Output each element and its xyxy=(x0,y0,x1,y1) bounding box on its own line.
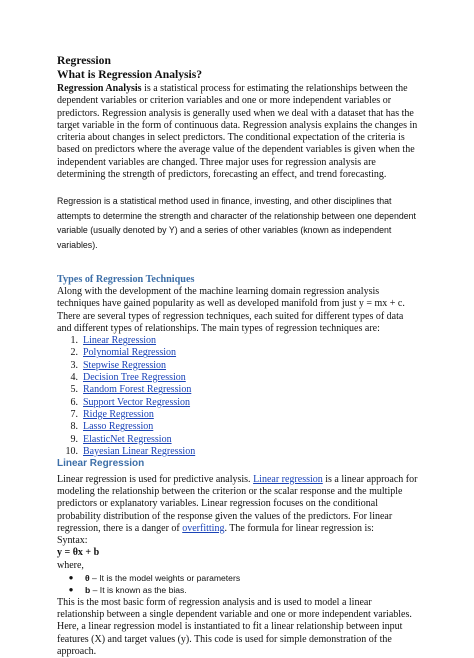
bullet-icon: ● xyxy=(68,585,74,595)
list-item: 6. Support Vector Regression xyxy=(70,396,191,408)
where-label: where, xyxy=(57,559,84,571)
types-heading: Types of Regression Techniques xyxy=(57,274,195,285)
types-intro-paragraph: Along with the development of the machine learning domain regression analysis techniques have gained popularity as well as developed manifold from just y = mx + c. There are several types of regression techniques, each suited for different types of data and different types of relationships. The main types of regression techniques are: xyxy=(57,286,405,334)
list-item: 2. Polynomial Regression xyxy=(70,347,177,359)
bullet-icon: ● xyxy=(68,573,74,583)
link-decision-tree-regression[interactable]: Decision Tree Regression xyxy=(83,372,186,384)
intro-text: is a statistical process for estimating the relationships between the dependent variables or criterion variables and one or more independent variables or predictors. Regression analysis is generally used when we deal with a dataset that has the target variable in the form of continuous data. Regression analysis explains the changes in criteria about changes in select predictors. The conditional expectation of the criteria is based on predictors where the average value of the dependent variables is given when the independent variables are changed. Three major uses for regression analysis are determining the strength of predictors, forecasting an effect, and trend forecasting. xyxy=(57,83,418,181)
page-title: Regression xyxy=(57,54,111,67)
list-item: 3. Stepwise Regression xyxy=(70,359,167,371)
list-item: ● b – It is known as the bias. xyxy=(57,584,418,596)
basic-form-paragraph: This is the most basic form of regression analysis and is used to model a linear relationship between a single dependent variable and one or more independent variables. xyxy=(57,596,412,620)
model-instantiation-paragraph: Here, a linear regression model is instantiated to fit a linear relationship between input features (X) and target values (y). This code is used for simple demonstration of the approach. xyxy=(57,621,403,657)
link-linear-regression[interactable]: Linear Regression xyxy=(83,335,157,347)
regression-types-list xyxy=(57,335,418,458)
link-linear-regression-inline[interactable]: Linear regression xyxy=(253,473,323,485)
list-item: 5. Random Forest Regression xyxy=(70,384,192,396)
link-polynomial-regression[interactable]: Polynomial Regression xyxy=(83,347,177,359)
syntax-label: Syntax: xyxy=(57,535,88,547)
linear-regression-heading: Linear Regression xyxy=(57,458,145,470)
list-item: 10. Bayesian Linear Regression xyxy=(65,445,196,457)
link-ridge-regression[interactable]: Ridge Regression xyxy=(83,408,154,420)
link-random-forest-regression[interactable]: Random Forest Regression xyxy=(83,384,192,396)
link-bayesian-linear-regression[interactable]: Bayesian Linear Regression xyxy=(83,445,196,457)
link-lasso-regression[interactable]: Lasso Regression xyxy=(83,421,154,433)
list-item: 8. Lasso Regression xyxy=(70,421,154,433)
link-overfitting[interactable]: overfitting xyxy=(182,522,225,534)
link-support-vector-regression[interactable]: Support Vector Regression xyxy=(83,396,191,408)
list-item: ● θ – It is the model weights or parameters xyxy=(57,572,418,584)
linear-regression-paragraph: Linear regression is used for predictive analysis. Linear regression is a linear approach for modeling the relationship between the criterion or the scalar response and the multiple predictors or explanatory variables. Linear regression focuses on the conditional probability distribution of the response given the values of the predictors. For linear regression, there is a danger of overfitting. The formula for linear regression is: xyxy=(57,473,418,534)
link-elasticnet-regression[interactable]: ElasticNet Regression xyxy=(83,433,172,445)
link-stepwise-regression[interactable]: Stepwise Regression xyxy=(83,359,167,371)
list-item: 4. Decision Tree Regression xyxy=(70,372,186,384)
regression-definition-paragraph: Regression is a statistical method used in finance, investing, and other disciplines that attempts to determine the strength and character of the relationship between one dependent variable (usually denoted by Y) and a series of other variables (known as independent variables). xyxy=(57,196,416,250)
list-item: 9. ElasticNet Regression xyxy=(70,433,172,445)
page-subtitle: What is Regression Analysis? xyxy=(57,68,203,81)
list-item: 7. Ridge Regression xyxy=(70,408,154,420)
list-item: 1. Linear Regression xyxy=(70,335,157,347)
intro-paragraph xyxy=(57,83,418,181)
formula: y = θx + b xyxy=(57,547,100,559)
intro-bold-term: Regression Analysis xyxy=(57,83,142,94)
parameter-bullets xyxy=(57,572,418,597)
